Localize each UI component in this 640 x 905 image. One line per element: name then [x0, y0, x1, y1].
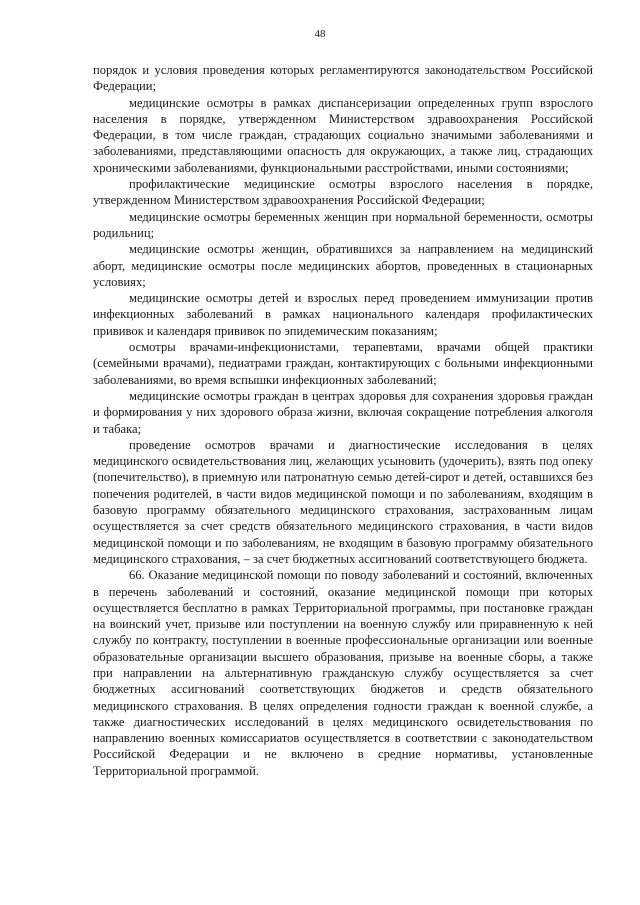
paragraph: медицинские осмотры граждан в центрах здоровья для сохранения здоровья граждан и формирования у них здорового образа жизни, включая сокращение потребления алкоголя и табака;: [93, 388, 593, 436]
paragraph-continuation: порядок и условия проведения которых регламентируются законодательством Российской Федерации;: [93, 63, 593, 94]
document-body: [93, 62, 593, 779]
page-number: 48: [314, 28, 326, 40]
paragraph: медицинские осмотры женщин, обратившихся за направлением на медицинский аборт, медицинские осмотры после медицинских абортов, проведенных в стационарных условиях;: [93, 242, 593, 289]
paragraph: медицинские осмотры в рамках диспансеризации определенных групп взрослого населения в порядке, утвержденном Министерством здравоохранения Российской Федерации, в том числе граждан, страдающих социально значимыми заболеваниями и заболеваниями, представляющими опасность для окружающих, а также лиц, страдающих хроническими заболеваниями, функциональными расстройствами, иными состояниями;: [93, 95, 593, 175]
paragraph: проведение осмотров врачами и диагностические исследования в целях медицинского освидетельствования лиц, желающих усыновить (удочерить), взять под опеку (попечительство), в приемную или патронатную семью детей-сирот и детей, оставшихся без попечения родителей, в части видов медицинской помощи и по заболеваниям, входящим в базовую программу обязательного медицинского страхования, застрахованным лицам осуществляется за счет средств обязательного медицинского страхования, в части видов медицинской помощи и по заболеваниям, не входящим в базовую программу обязательного медицинского страхования, – за счет бюджетных ассигнований соответствующего бюджета.: [93, 437, 593, 566]
paragraph: медицинские осмотры детей и взрослых перед проведением иммунизации против инфекционных заболеваний в рамках национального календаря профилактических прививок и календаря прививок по эпидемическим показаниям;: [93, 291, 593, 338]
paragraph: медицинские осмотры беременных женщин при нормальной беременности, осмотры родильниц;: [93, 209, 593, 240]
paragraph-section-66: 66. Оказание медицинской помощи по поводу заболеваний и состояний, включенных в перечень заболеваний и состояний, оказание медицинской помощи при которых осуществляется бесплатно в рамках Территориальной программы, при постановке граждан на воинский учет, призыве или поступлении на военную службу или приравненную к ней службу по контракту, поступлении в военные профессиональные организации или военные образовательные организации высшего образования, призыве на военные сборы, а также при направлении на альтернативную гражданскую службу осуществляется за счет бюджетных ассигнований соответствующих бюджетов и средств обязательного медицинского страхования. В целях определения годности граждан к военной службе, а также диагностических исследований в целях медицинского освидетельствования по направлению военных комиссариатов осуществляется в соответствии с законодательством Российской Федерации и не включено в средние нормативы, установленные Территориальной программой.: [93, 568, 593, 778]
paragraph: профилактические медицинские осмотры взрослого населения в порядке, утвержденном Министерством здравоохранения Российской Федерации;: [93, 177, 593, 208]
paragraph: осмотры врачами-инфекционистами, терапевтами, врачами общей практики (семейными врачами), педиатрами граждан, контактирующих с больными инфекционными заболеваниями, во время вспышки инфекционных заболеваний;: [93, 340, 593, 387]
